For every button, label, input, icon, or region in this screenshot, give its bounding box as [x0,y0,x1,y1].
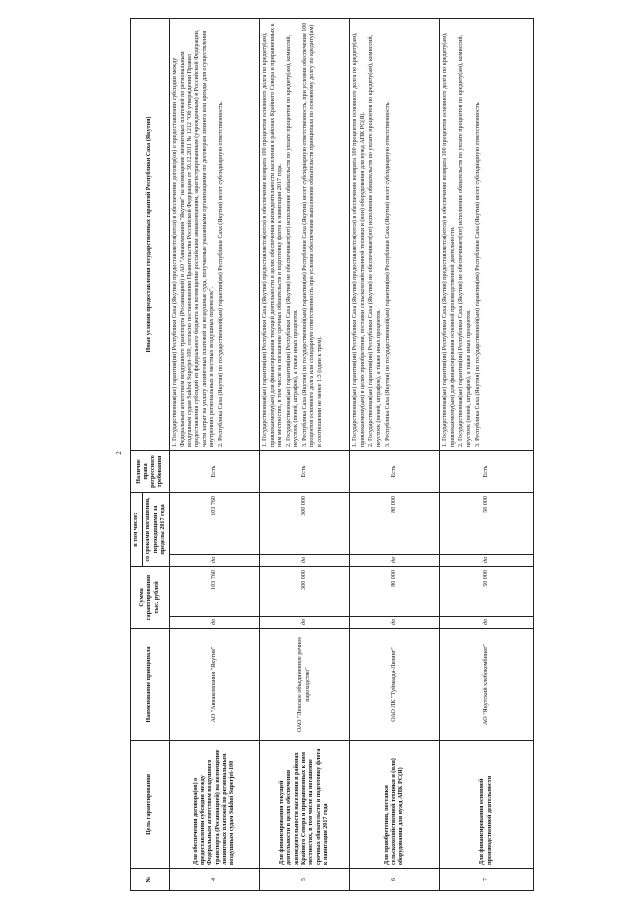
row-number: 6 [350,869,440,891]
condition-paragraph: 1. Государственная(ые) гарантия(ии) Республики Саха (Якутия) предоставляется(ются) в обеспечение возврата 100 процентов основного долга по кредиту(ам), привлекаемому(ым) для финансирования текущей деятельности в целях обеспечения жизнедеятельности населения в районах Крайнего Севера и приравненных к ним местностях, в том числе на погашение срочных обязательств и подготовку флота к навигации 2017 года. [262,23,283,447]
row-sub-prefix: до [440,555,534,567]
row-regress: Есть [440,450,534,492]
row-principal: ОАО ЛК "Туймаада-Лизинг" [350,629,440,741]
header-goal: Цель гарантирования [131,741,170,869]
table-body [170,19,534,891]
condition-paragraph: 2. Государственная(ые) гарантия(ии) Республики Саха (Якутия) не обеспечивает(ют) исполнение обязательств по уплате процентов по кредиту(ам), комиссий, неустоек (пеней, штрафов), а также иных процентов. [368,34,382,447]
row-number: 7 [440,869,534,891]
row-sum: 300 000 [260,567,350,617]
row-goal: Для обеспечения договора(ов) о предоставлении субсидии между Федеральным агентством воздушного транспорта (Росавиацией) на возмещение лизинговых платежей по региональным воздушным судам Sukhoi Superjet-100 [170,741,260,869]
row-principal: ОАО "Ленское объединенное речное пароходство" [260,629,350,741]
row-sub-prefix: до [350,555,440,567]
row-conditions [440,19,534,451]
row-sum-prefix: до [260,617,350,629]
row-conditions [170,19,260,451]
row-regress: Есть [260,450,350,492]
header-regress: Наличие права регрессного требования [131,450,170,492]
table-row [170,19,260,891]
row-sub-sum: 103 760 [170,492,260,554]
row-goal: Для приобретения, поставки сельскохозяйственной техники и (или) оборудования для нужд АПК РС(Я) [350,741,440,869]
row-sub-sum: 80 000 [350,492,440,554]
header-subgroup: в том числе: [131,492,143,566]
row-sum: 103 760 [170,567,260,617]
row-sub-prefix: до [260,555,350,567]
guarantees-table [130,18,534,891]
header-principal: Наименование принципала [131,629,170,741]
row-sum-prefix: до [350,617,440,629]
row-sum: 80 000 [350,567,440,617]
rotated-page [130,18,570,891]
row-sub-sum: 50 000 [440,492,534,554]
row-regress: Есть [170,450,260,492]
condition-paragraph: 1. Государственная(ые) гарантия(ии) Республики Саха (Якутия) предоставляется(ются) в обеспечение возврата 100 процентов основного долга по кредиту(ам), привлекаемому(ым) для финансирования основной производственной деятельности. [442,32,456,447]
row-sub-sum: 300 000 [260,492,350,554]
row-sum: 50 000 [440,567,534,617]
row-number: 4 [170,869,260,891]
row-conditions [260,19,350,451]
row-sum-prefix: до [170,617,260,629]
condition-paragraph: 3. Республика Саха (Якутия) по государственной(ым) гарантии(ям) Республики Саха (Якутия) несет субсидиарную ответственность, при условии обеспечения 100 процентов основного долга или солидарную ответственность при условии обеспечения выполнения обязательств принципала по основному долгу по кредиту(ам) в соотношении не менее 1:3 (один к трем). [302,22,323,447]
row-goal: Для финансирования текущей деятельности в целях обеспечения жизнедеятельности населения в районах Крайнего Севера и приравненных к ним местностях, в том числе на погашение срочных обязательств и подготовку флота к навигации 2017 года [260,741,350,869]
condition-paragraph: 1. Государственная(ые) гарантия(ии) Республики Саха (Якутия) предоставляется(ются) в обеспечение возврата 100 процентов основного долга по кредиту(ам), привлекаемому(ым) в целях приобретения, поставки сельскохозяйственной техники и (или) оборудования для нужд АПК РС(Я). [352,32,366,447]
table-row [350,19,440,891]
header-conditions: Иные условия предоставления государственных гарантий Республики Саха (Якутия) [131,19,170,451]
row-conditions [350,19,440,451]
row-goal: Для финансирования основной производственной деятельности [440,741,534,869]
row-regress: Есть [350,450,440,492]
condition-paragraph: 3. Республика Саха (Якутия) по государственной(ым) гарантии(ям) Республики Саха (Якутия) несет субсидиарную ответственность. [384,101,391,447]
condition-paragraph: 2. Государственная(ые) гарантия(ии) Республики Саха (Якутия) не обеспечивает(ют) исполнение обязательств по уплате процентов по кредиту(ам), комиссий, неустоек (пеней, штрафов), а также иных процентов. [285,34,300,447]
header-sum: Сумма гарантирования тыс. рублей [131,567,170,629]
header-number: № [131,869,170,891]
condition-paragraph: 2. Республика Саха (Якутия) по государственной(ым) гарантии(ям) Республики Саха (Якутия) несет субсидиарную ответственность. [217,101,224,447]
table-header-row [131,19,143,891]
condition-paragraph: 2. Государственная(ые) гарантия(ии) Республики Саха (Якутия) не обеспечивает(ют) исполнение обязательств по уплате процентов по кредиту(ам), комиссий, неустоек (пеней, штрафов), а также иных процентов. [458,34,472,447]
row-principal: АО "Якутский хлебокомбинат" [440,629,534,741]
row-principal: АО "Авиакомпания "Якутия" [170,629,260,741]
condition-paragraph: 3. Республика Саха (Якутия) по государственной(ым) гарантии(ям) Республики Саха (Якутия) несет субсидиарную ответственность. [474,101,481,447]
table-row [260,19,350,891]
page-number: 2 [115,451,123,455]
condition-paragraph: 1. Государственная(ые) гарантия(ии) Республики Саха (Якутия) предоставляется(ются) в обеспечение договор(ов) о предоставлении субсидии между Федеральным агентством воздушного транспорта (Росавиацией) и АО "Авиакомпания "Якутия" на возмещение лизинговых платежей по региональным воздушным судам Sukhoi Superjet-100, согласно постановлению Правительства Российской Федерации от 30.12.2011 № 1212 "Об утверждении Правил предоставления субсидий из федерального бюджета на возмещение российским авиакомпаниям, зарегистрированным (учрежденным) в Российской Федерации, части затрат на уплату лизинговых платежей за воздушные суда, получаемые указанными организациями по договорам лизинга или аренды для осуществления внутренних региональных и местных воздушных перевозок". [172,29,215,447]
row-number: 5 [260,869,350,891]
table-row [440,19,534,891]
row-sum-prefix: до [440,617,534,629]
row-sub-prefix: до [170,555,260,567]
header-sub-term: со сроками погашения, переходящими за пределы 2017 года [143,492,170,566]
